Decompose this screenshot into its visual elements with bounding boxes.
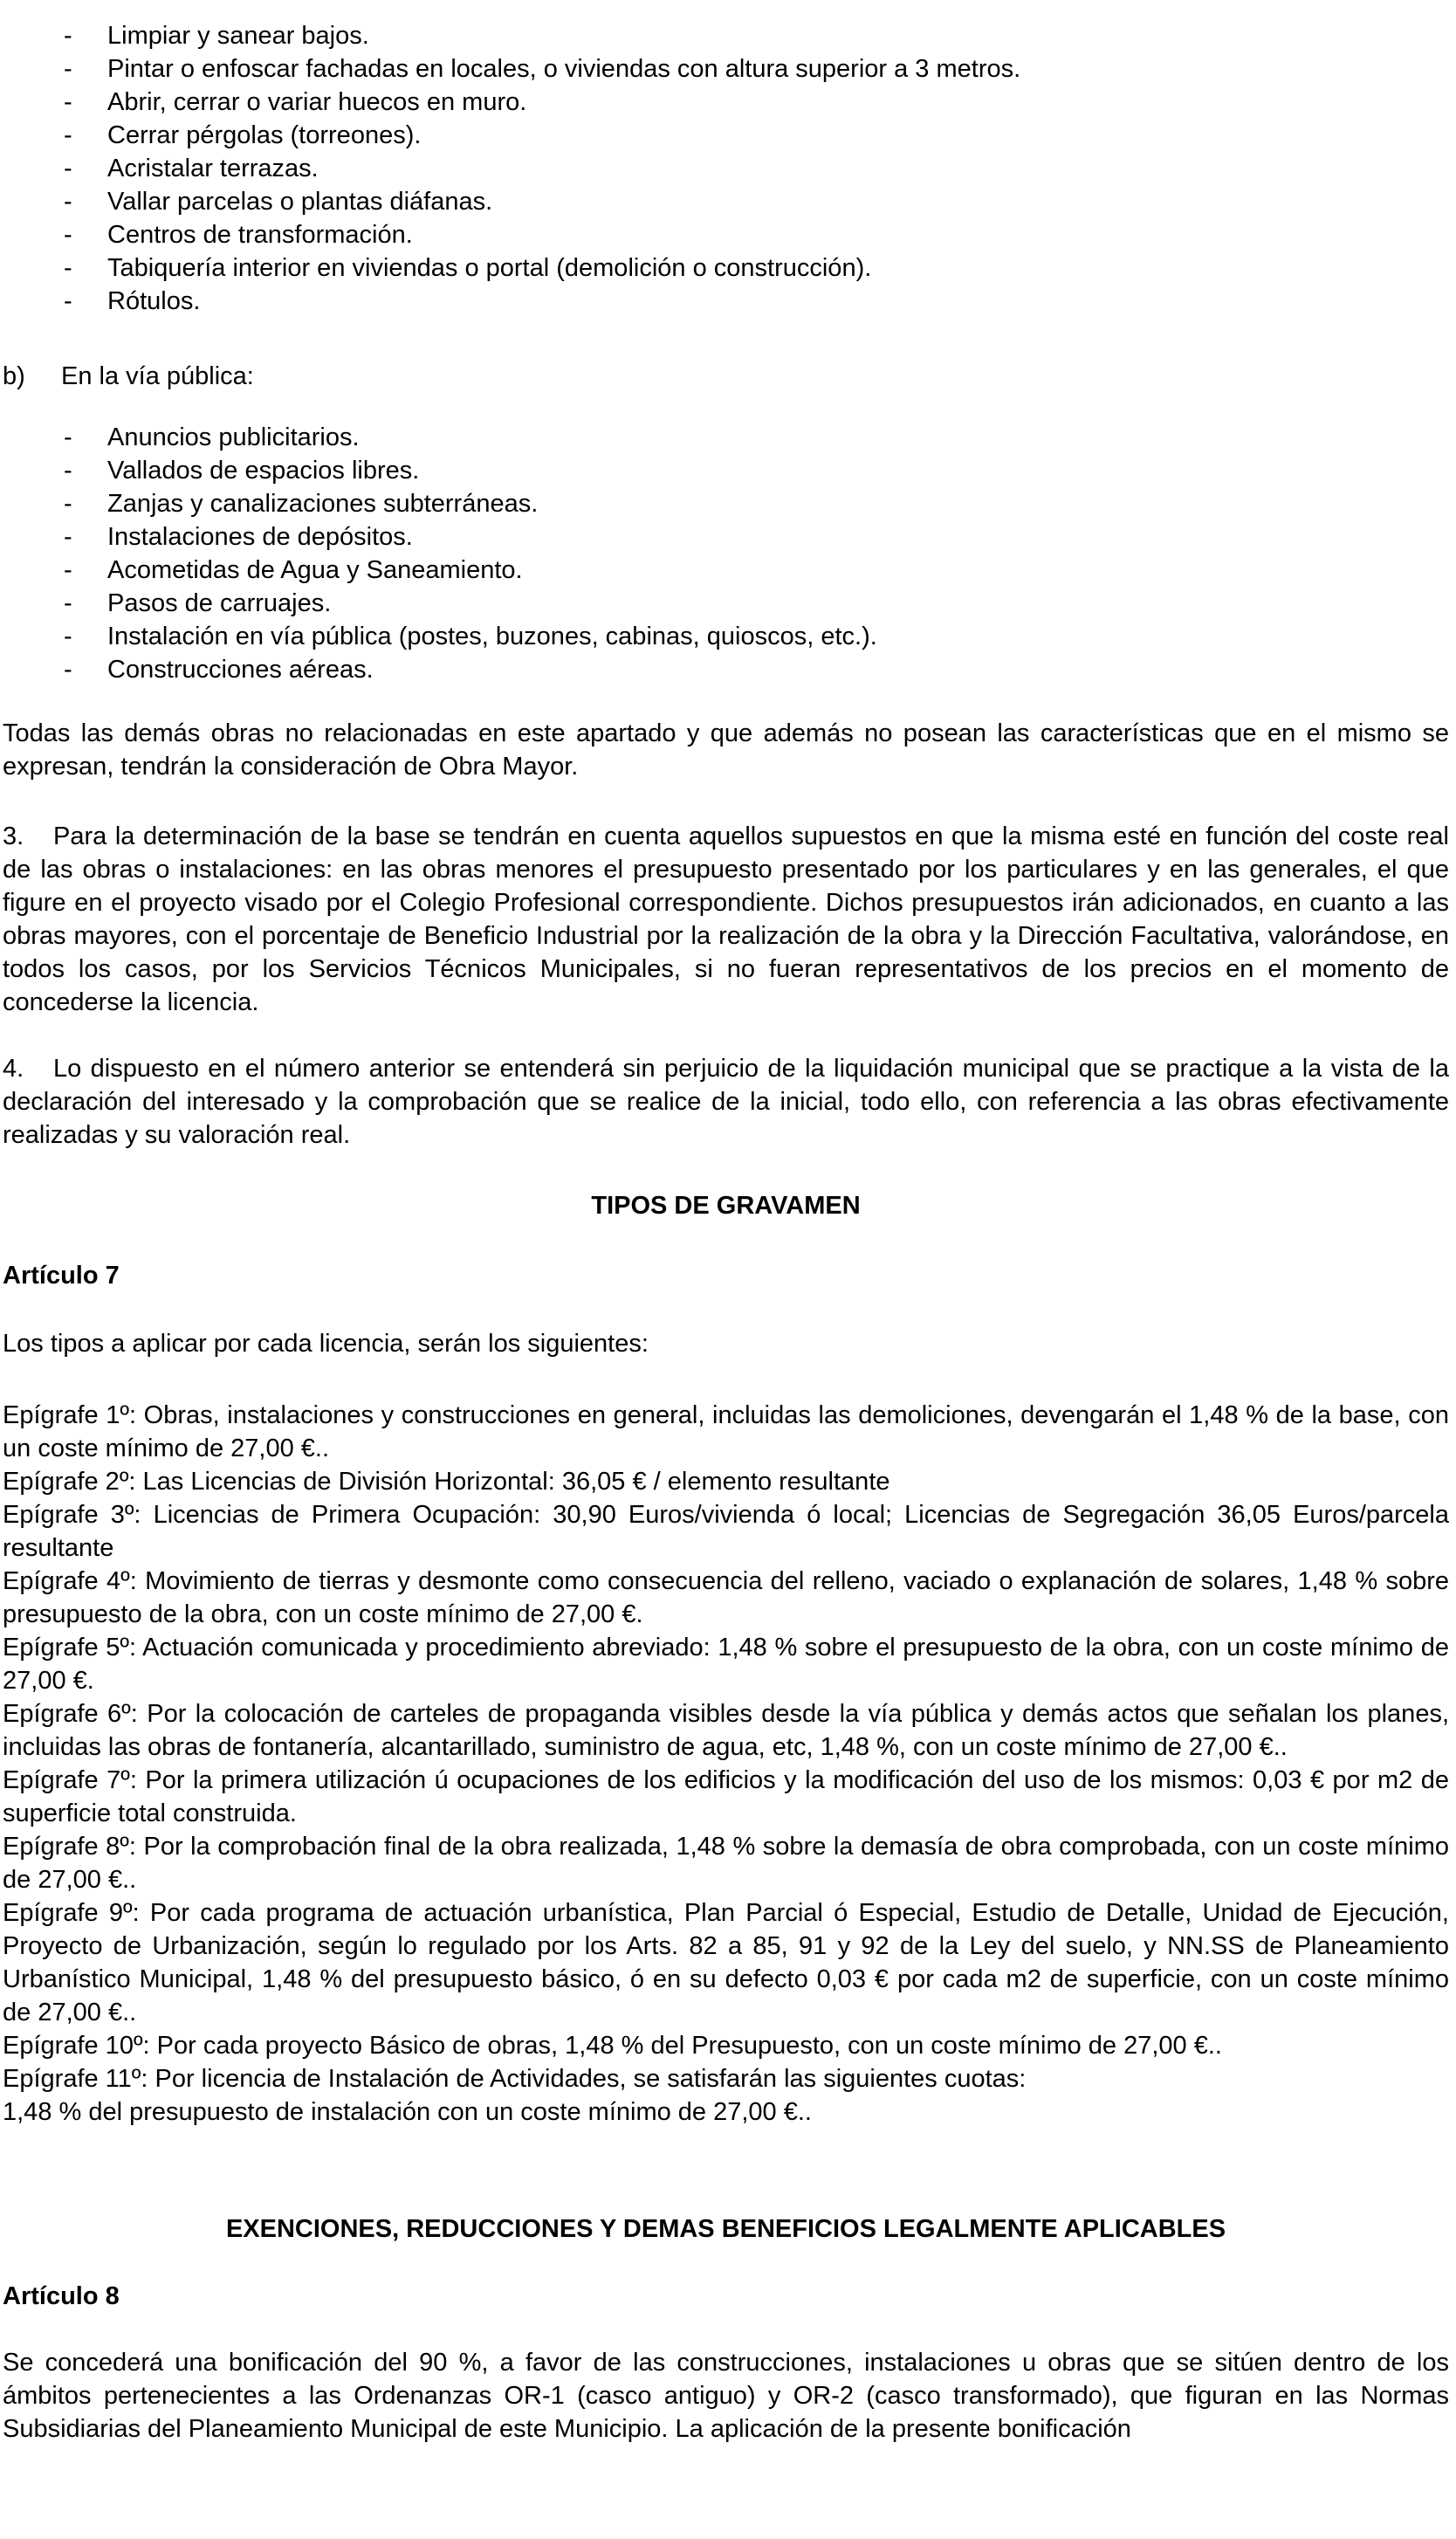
clause-4 xyxy=(3,1052,1449,1152)
epigrafe-paragraph: Epígrafe 7º: Por la primera utilización ú ocupaciones de los edificios y la modificación del uso de los mismos: 0,03 € por m2 de superficie total construida. xyxy=(3,1766,1449,1827)
epigrafe-paragraph: Epígrafe 8º: Por la comprobación final de la obra realizada, 1,48 % sobre la demasía de obra comprobada, con un coste mínimo de 27,00 €.. xyxy=(3,1833,1449,1894)
clause-text: Para la determinación de la base se tendrán en cuenta aquellos supuestos en que la misma esté en función del coste real de las obras o instalaciones: en las obras menores el presupuesto presentado por los particulares y en las generales, el que figure en el proyecto visado por el Colegio Profesional correspondiente. Dichos presupuestos irán adicionados, en cuanto a las obras mayores, con el porcentaje de Beneficio Industrial por la realización de la obra y la Dirección Facultativa, valorándose, en todos los casos, por los Servicios Técnicos Municipales, si no fueran representativos de los precios en el momento de concederse la licencia. xyxy=(3,822,1449,1016)
list-item-text: Instalaciones de depósitos. xyxy=(107,523,413,551)
dash-bullet: - xyxy=(64,88,72,116)
list-item-text: Vallar parcelas o plantas diáfanas. xyxy=(107,188,493,216)
dash-bullet: - xyxy=(64,254,72,282)
list-item-text: Centros de transformación. xyxy=(107,221,413,249)
list-item xyxy=(3,152,1449,185)
list-item xyxy=(3,185,1449,218)
heading-exenciones: EXENCIONES, REDUCCIONES Y DEMAS BENEFICIOS LEGALMENTE APLICABLES xyxy=(225,2215,1226,2243)
clause-text: Lo dispuesto en el número anterior se entenderá sin perjuicio de la liquidación municipal que se practique a la vista de la declaración del interesado y la comprobación que se realice de la inicial, todo ello, con referencia a las obras efectivamente realizadas y su valoración real. xyxy=(3,1055,1449,1149)
list-item xyxy=(3,19,1449,52)
list-item xyxy=(3,285,1449,318)
list-item-text: Tabiquería interior en viviendas o portal (demolición o construcción). xyxy=(107,254,872,282)
dash-bullet: - xyxy=(64,121,72,149)
epigrafe-paragraph: Epígrafe 5º: Actuación comunicada y procedimiento abreviado: 1,48 % sobre el presupuesto de la obra, con un coste mínimo de 27,00 €. xyxy=(3,1634,1449,1695)
clause-number: 4. xyxy=(3,1055,24,1083)
list-item xyxy=(3,119,1449,152)
list-item-text: Abrir, cerrar o variar huecos en muro. xyxy=(107,88,527,116)
epigrafe-paragraph: Epígrafe 10º: Por cada proyecto Básico de obras, 1,48 % del Presupuesto, con un coste mínimo de 27,00 €.. xyxy=(3,2032,1222,2060)
list-item xyxy=(3,554,1449,587)
list-item-text: Cerrar pérgolas (torreones). xyxy=(107,121,422,149)
dash-bullet: - xyxy=(64,457,72,485)
epigrafe-paragraph: Epígrafe 3º: Licencias de Primera Ocupación: 30,90 Euros/vivienda ó local; Licencias de Segregación 36,05 Euros/parcela resultante xyxy=(3,1501,1449,1562)
dash-bullet: - xyxy=(64,589,72,617)
articulo-8-heading: Artículo 8 xyxy=(3,2282,120,2310)
epigrafe-paragraph: Epígrafe 1º: Obras, instalaciones y construcciones en general, incluidas las demoliciones, devengarán el 1,48 % de la base, con un coste mínimo de 27,00 €.. xyxy=(3,1401,1449,1462)
epigrafe-paragraph: Epígrafe 6º: Por la colocación de carteles de propaganda visibles desde la vía pública y demás actos que señalan los planes, incluidas las obras de fontanería, alcantarillado, suministro de agua, etc, 1,48 %, con un coste mínimo de 27,00 €.. xyxy=(3,1700,1449,1761)
section-b-heading xyxy=(3,360,1449,393)
list-item xyxy=(3,454,1449,487)
list-item xyxy=(3,520,1449,554)
dash-bullet: - xyxy=(64,656,72,684)
list-item-text: Pasos de carruajes. xyxy=(107,589,332,617)
public-road-list xyxy=(3,421,1449,686)
dash-bullet: - xyxy=(64,523,72,551)
section-b-title: En la vía pública: xyxy=(61,362,254,390)
list-item-text: Acometidas de Agua y Saneamiento. xyxy=(107,556,523,584)
list-item-text: Vallados de espacios libres. xyxy=(107,457,420,485)
list-item-text: Instalación en vía pública (postes, buzones, cabinas, quioscos, etc.). xyxy=(107,623,877,650)
list-item xyxy=(3,487,1449,520)
dash-bullet: - xyxy=(64,55,72,83)
epigrafes-block xyxy=(3,1399,1449,2129)
dash-bullet: - xyxy=(64,556,72,584)
dash-bullet: - xyxy=(64,188,72,216)
list-item xyxy=(3,251,1449,285)
epigrafe-paragraph: Epígrafe 2º: Las Licencias de División Horizontal: 36,05 € / elemento resultante xyxy=(3,1468,890,1496)
dash-bullet: - xyxy=(64,287,72,315)
paragraph-obra-mayor: Todas las demás obras no relacionadas en este apartado y que además no posean las características que en el mismo se expresan, tendrán la consideración de Obra Mayor. xyxy=(3,719,1449,781)
dash-bullet: - xyxy=(64,155,72,182)
section-b-label: b) xyxy=(3,362,25,390)
epigrafe-paragraph: 1,48 % del presupuesto de instalación con un coste mínimo de 27,00 €.. xyxy=(3,2098,812,2126)
list-item-text: Acristalar terrazas. xyxy=(107,155,319,182)
clause-number: 3. xyxy=(3,822,24,850)
list-item-text: Limpiar y sanear bajos. xyxy=(107,22,369,50)
list-item xyxy=(3,218,1449,251)
list-item xyxy=(3,421,1449,454)
list-item-text: Pintar o enfoscar fachadas en locales, o viviendas con altura superior a 3 metros. xyxy=(107,55,1021,83)
list-item xyxy=(3,653,1449,686)
heading-tipos-de-gravamen: TIPOS DE GRAVAMEN xyxy=(591,1192,861,1220)
list-item xyxy=(3,52,1449,86)
epigrafe-paragraph: Epígrafe 11º: Por licencia de Instalación de Actividades, se satisfarán las siguientes cuotas: xyxy=(3,2065,1027,2093)
articulo-7-intro: Los tipos a aplicar por cada licencia, serán los siguientes: xyxy=(3,1330,649,1358)
dash-bullet: - xyxy=(64,22,72,50)
articulo-8-paragraph: Se concederá una bonificación del 90 %, a favor de las construcciones, instalaciones u obras que se sitúen dentro de los ámbitos pertenecientes a las Ordenanzas OR-1 (casco antiguo) y OR-2 (casco transformado), que figuran en las Normas Subsidiarias del Planeamiento Municipal de este Municipio. La aplicación de la presente bonificación xyxy=(3,2349,1449,2443)
list-item-text: Construcciones aéreas. xyxy=(107,656,374,684)
epigrafe-paragraph: Epígrafe 9º: Por cada programa de actuación urbanística, Plan Parcial ó Especial, Estudio de Detalle, Unidad de Ejecución, Proyecto de Urbanización, según lo regulado por los Arts. 82 a 85, 91 y 92 de la Ley del suelo, y NN.SS de Planeamiento Urbanístico Municipal, 1,48 % del presupuesto básico, ó en su defecto 0,03 € por cada m2 de superficie, con un coste mínimo de 27,00 €.. xyxy=(3,1899,1449,2026)
list-item xyxy=(3,86,1449,119)
clause-3 xyxy=(3,820,1449,1019)
dash-bullet: - xyxy=(64,423,72,451)
minor-works-list xyxy=(3,19,1449,318)
epigrafe-paragraph: Epígrafe 4º: Movimiento de tierras y desmonte como consecuencia del relleno, vaciado o explanación de solares, 1,48 % sobre presupuesto de la obra, con un coste mínimo de 27,00 €. xyxy=(3,1567,1449,1628)
dash-bullet: - xyxy=(64,490,72,518)
list-item-text: Rótulos. xyxy=(107,287,201,315)
articulo-7-heading: Artículo 7 xyxy=(3,1262,120,1290)
list-item-text: Zanjas y canalizaciones subterráneas. xyxy=(107,490,539,518)
dash-bullet: - xyxy=(64,623,72,650)
list-item xyxy=(3,587,1449,620)
list-item-text: Anuncios publicitarios. xyxy=(107,423,360,451)
list-item xyxy=(3,620,1449,653)
dash-bullet: - xyxy=(64,221,72,249)
